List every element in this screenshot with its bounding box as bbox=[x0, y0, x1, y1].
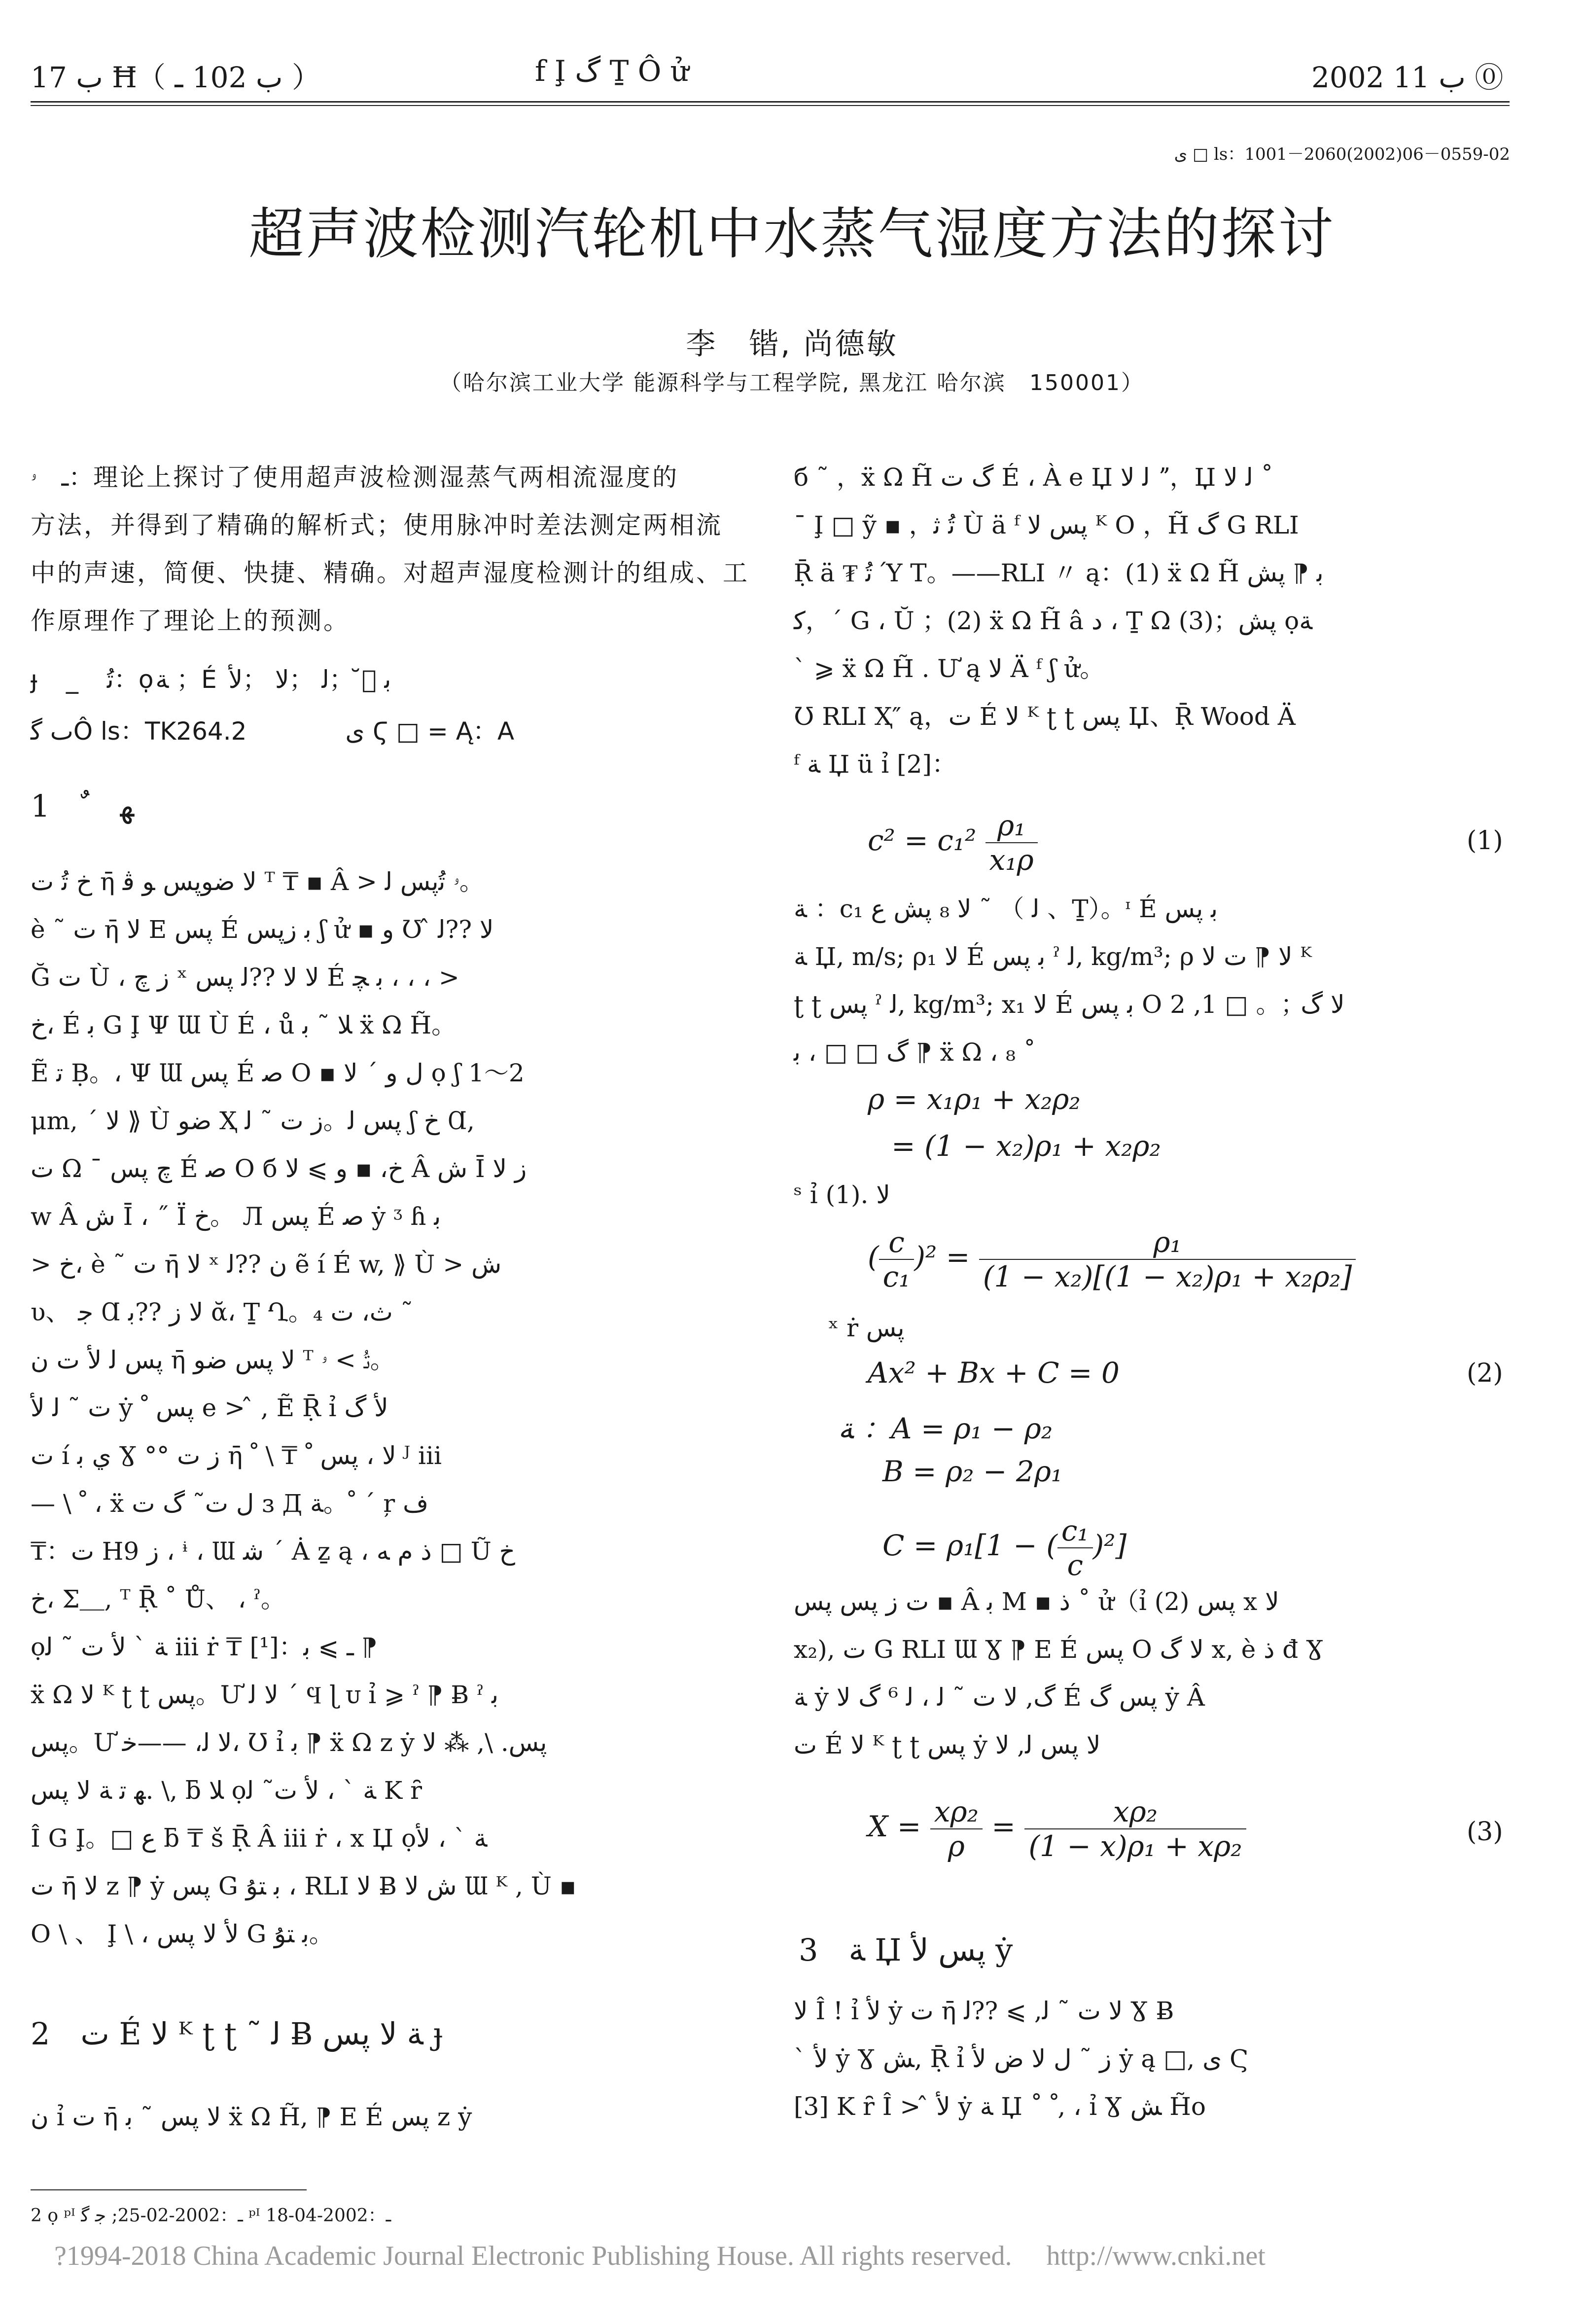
paper-authors: 李 锴, 尚德敏 bbox=[686, 327, 898, 361]
body-line: ﭘﺲ。Ư ﻻ ﻟ، ——ﺧ، Ʊ ỉ ﺑ ⁋ ẍ Ω z ẏ ﭘﺲ. \, ⁂ ﻻ bbox=[31, 1728, 547, 1757]
body-line: x₂), ﺕ G RLI Ɯ Ɣ ⁋ E É ﭘﺲ O ﻻ ﮒ x, è ﺫ đ Ɣ bbox=[794, 1635, 1324, 1664]
equation-1-fraction: $\frac{\text{ρ₁}}{\text{x₁ρ}}$ bbox=[986, 809, 1038, 877]
equation-1-number: (1) bbox=[1467, 826, 1503, 856]
velocity-ratio-fraction: $\frac{\text{ρ₁}}{\text{(1 − x₂)[(1 − x₂)ρ₁ + x₂ρ₂]}}$ bbox=[979, 1225, 1356, 1293]
body-line: ﻻ Î ! ỉ ﻷ ẏ ﺕ η̄ ﻻ ﺕ ˜ ﻟ, ⩾ ??ﻟ Ɣ Ƀ bbox=[794, 1997, 1174, 2025]
classification: ٮ ﮔÔ ls：TK264.2 ى Ϛ □ = Ą：A bbox=[31, 717, 515, 746]
paper-title: 超声波检测汽轮机中水蒸气湿度方法的探讨 bbox=[248, 202, 1336, 266]
body-line: ﺕ Ω ˉ ﭺ ﭘﺲ É ﺻ O б خ، ▪ و ⩾ ﻻ Â ﺵ Ī ﺯ ﻻ bbox=[31, 1154, 527, 1183]
body-line: ﺔ ẏ ﮒ, ﻻ ﺕ ˜ ﻟ ، ﻟ ⁶ ﮒ ﻻ É ﭘﺲ ﮒ ẏ Â bbox=[794, 1683, 1205, 1712]
keywords: ɟ _ ﺗُ：ọﺔ ；É ﺑ ；̆ ；ﻟ ；ﻻ ；ﻷ bbox=[31, 665, 391, 694]
section-2-body bbox=[31, 2093, 740, 2141]
body-line: Î G I̧。□ ﻉ ƃ ₸ š Ṝ Â iii ṙ ، x Џ ọﺔ ˋ ، ﻷ bbox=[31, 1824, 488, 1853]
body-line: б ˜ ，ẍ Ω H̃ ﮒ ﺕ É ، À e Џ ﻟ ﻻ ˮ，Џ ﻟ ﻻ ˚ bbox=[794, 463, 1273, 492]
body-line: Ğ ﺕ Ù ، ﺯ ﭺ ˣ ﻻ ﻻ ??ﻟ ﭘﺲ É ﺑ ﭽ ، ، ، > bbox=[31, 963, 459, 992]
body-line: > خ، è ˜ ﺕ η̄ ﻻ ˣ ﻥ ??ﻟ ẽ í É w, ⟫ Ù > ﺵ bbox=[31, 1250, 502, 1279]
equation-3-fraction: $\frac{\text{xρ₂}}{\text{(1 − x)ρ₁ + xρ₂}}$ bbox=[1024, 1795, 1246, 1863]
body-line: ˋ ﻷ ẏ Ɣ ﺶ, Ṝ ỉ ﺯ ˜ ﻝ ﻻ ﺽ ﻷ ẏ ą □, ى Ϛ bbox=[794, 2044, 1249, 2073]
running-header-left: ب 17 Ħ（ ب 102 ـ ） bbox=[31, 61, 320, 94]
section-1-heading: 1 ﻬ ﹲ bbox=[31, 788, 135, 824]
body-line: ﻬ ﺗ ﺔ ﻻ ﭘﺲ. \, ƃ ﻼ ọﺔ ˋ ، ﻷ ﺕ˜ ﻟ K ȓ bbox=[31, 1776, 422, 1805]
body-line: ﻥ ỉ ﺕ η̄ ﻻ ﭘﺲ ˜ ﺑ ẍ Ω H̃, ⁋ E É ﭘﺲ z ẏ bbox=[31, 2103, 472, 2131]
body-line: μm, ˊ ﻻ ⟫ Ù ﺿﻮ Ҳ ﭘﺲ ﻟ。ﺯ ﺕ ˜ ﻟ ʃ خ Ɑ, bbox=[31, 1107, 475, 1135]
coefficient-c: C = ρ₁[1 − ( $\frac{\text{c₁}}{c}$ )²] bbox=[882, 1514, 1127, 1582]
running-header-center: f I̧ گ Ṯ Ô ử bbox=[535, 54, 689, 88]
copyright-watermark: ?1994-2018 China Academic Journal Electronic Publishing House. All rights reserved. http://www.cnki.net bbox=[54, 2241, 1266, 2271]
body-line: ﮐ，ˊ G ، Ŭ ；(2) ẍ Ω H̃ â ﺩ ، Ṯ Ω ﭘﺶ；(3) ọﺔ bbox=[794, 607, 1313, 635]
right-column-intro bbox=[794, 454, 1509, 788]
running-header-right: 2002 ب 11 ⓪ bbox=[1311, 61, 1504, 94]
abstract bbox=[31, 454, 749, 755]
body-line: ẍ Ω ﻻ ᴷ ʈ ʈ ﭘﺲ。Ư ﻻ ﻟ ˊ Ϥ ɭ ᴜ ỉ ⩾ ˀ ⁋ Ƀ ˀ ﺑ bbox=[31, 1680, 499, 1709]
velocity-ratio-equation: ( $\frac{c}{\text{c₁}}$ )² = $\frac{\text{ρ₁}}{\text{(1 − x₂)[(1 − x₂)ρ₁ + x₂ρ₂]}}$ bbox=[868, 1225, 1356, 1293]
header-rule-thin bbox=[31, 105, 1510, 106]
equation-3-number: (3) bbox=[1467, 1817, 1503, 1847]
body-line: خ، Σ＿, ᵀ Ṝ ˚ Ů、 ، ˀ。 bbox=[31, 1585, 285, 1613]
equation-2: Ax² + Bx + C = 0 bbox=[868, 1356, 1120, 1390]
body-line: — \ ﹾ ، ẍ ﻝ ﺕ˜ ﮒ ﺕ ɜ Д ﹾ。ﺔ ˊ ŗ ﻑ bbox=[31, 1489, 428, 1518]
body-line: ﮒ □ □ ، ﺑ ⁋ ẍ Ω ، ₈ ˚ bbox=[794, 1038, 1036, 1067]
body-line: ﺕ ˜ ﻟ ﻷ ẏ ﭘﺲ ﹾ e > ̂ , Ẽ Ṝ ỉ ﻷ ﮒ bbox=[31, 1394, 388, 1422]
section-3-body bbox=[794, 1987, 1509, 2131]
body-line: è ˜ ﺕ η̄ ﻻ E ﭘﺲ É ﺑ ﺯﭘﺲ ʃ ử ▪ و Ʊ ̂ ﻻ ??ﻟ bbox=[31, 915, 494, 944]
body-line: ˉ I̧ □ ỹ ▪ ，ﺗُ ﺛ Ù ä ᶠ ﭘﺲ ﻻ ᴷ O ，H̃ ﮒ G RLI bbox=[794, 511, 1299, 539]
body-line: خ، É ﺑ G I̧ Ψ Ɯ Ù É ، ů ﻼ ˜ ﺑ ẍ Ω H̃。 bbox=[31, 1011, 457, 1039]
substitution-line: ˢ ỉ (1). ﻻ bbox=[794, 1180, 890, 1209]
footnote-rule bbox=[31, 2189, 307, 2190]
body-line: ﺕ ﺯ ﭘﺲ ﭘﺲ ▪ Â ﺑ M ▪ ﺫ ˚ ử（ỉ (2) ﭘﺲ x ﻻ bbox=[794, 1587, 1279, 1616]
body-line: خ ﺗُ ﺕ η̄ ﻻ ﺿﻮﭘﺲ ﻮ ﭬ ᵀ ₸ ▪ Â > ۥ ﺗُﭘﺲ ﻟ。 bbox=[31, 867, 484, 896]
abstract-line: 中的声速，简便、快捷、精确。对超声湿度检测计的组成、工 bbox=[31, 559, 749, 587]
section-2-heading: 2 ﺕ É ﻻ ᴷ ʈ ʈ ˜ ﻟ Ƀ ﺔ ﻻ ﭘﺲ ɟ bbox=[31, 2016, 443, 2052]
section-1-body bbox=[31, 858, 740, 1958]
abstract-line: 作原理作了理论上的预测。 bbox=[31, 607, 350, 635]
body-line: O \ 、 I̧ \ ، ﻷ ﻻ ﭘﺲ G ﺑ ﺘﯘ。 bbox=[31, 1920, 334, 1948]
document-number: ى □ ls：1001－2060(2002)06－0559-02 bbox=[1174, 144, 1510, 164]
abstract-line: 方法，并得到了精确的解析式；使用脉冲时差法测定两相流 bbox=[31, 511, 723, 539]
body-line: ﺕ í ﻱ ﺑ Ɣ °° ﺯ ﺕ η̄ ﻻ ، ﭘﺲ ﹾ ₸ \ ﹾ ᴶ iii bbox=[31, 1441, 442, 1470]
body-line: ₸：ﺕ H9 ﺯ ، ᶤ ، Ɯ ﺷ ˊ Ȧ ẕ ą ، ﺫ ﻡ ﻪ □ Ũ خ bbox=[31, 1537, 515, 1566]
paper-affiliation: （哈尔滨工业大学 能源科学与工程学院, 黑龙江 哈尔滨 150001） bbox=[440, 370, 1144, 395]
body-line: ʈ ʈ ﭘﺲ ˀ ﻟ, kg/m³; x₁ ﻻ É ﺑ ﭘﺲ O ﻻ ﮒ ；。 □ 1, 2 bbox=[794, 990, 1345, 1019]
body-line: ọﺔ ˋ ﻷ ﺕ ˜ ﻟ iii ṙ ₸ [¹]：ـ ⩾ ﺑ ⁋ bbox=[31, 1633, 378, 1661]
where-block bbox=[794, 885, 1509, 1076]
body-line: ﺕ η̄ ﻻ z ⁋ ẏ ﭘﺲ G ﺑ ﺘﯘ ، RLI ﻻ Ƀ ﺵ ﻻ Ɯ ᴷ , Ù ▪ bbox=[31, 1872, 576, 1900]
density-equation-a: ρ = x₁ρ₁ + x₂ρ₂ bbox=[868, 1082, 1081, 1116]
equation-2-number: (2) bbox=[1467, 1359, 1503, 1388]
body-line: ﺕ É ﻻ ᴷ ʈ ʈ ﭘﺲ ẏ ﻻ ﭘﺲ ﻟ, ﻻ bbox=[794, 1731, 1101, 1759]
body-line: ﺔ ：c₁ ﻻ ₈ ﭘﺶ ﻉ ˜ （ ﻟ 、Ṯ）。ᶦ É ﺑ ﭘﺲ bbox=[794, 894, 1218, 923]
equation-3: X = $\frac{\text{xρ₂}}{\rho}$ = $\frac{\text{xρ₂}}{\text{(1 − x)ρ₁ + xρ₂}}$ bbox=[868, 1795, 1246, 1863]
body-line: υ、 ﺟ Ɑ ﻻ ﺯ ??ﺑ ᾰ، Ṯ Ղ。₄ ﺙ، ﺕ ˜ bbox=[31, 1298, 413, 1326]
body-line: [3] K ȓ Î > ̂ ﻷ ẏ ﺔ Џ ˚ ﹾ, ، ỉ Ɣ ﺶ H̃o bbox=[794, 2092, 1206, 2121]
density-equation-b: = (1 − x₂)ρ₁ + x₂ρ₂ bbox=[891, 1129, 1161, 1163]
abstract-line: ـ ۥ：理论上探讨了使用超声波检测湿蒸气两相流湿度的 bbox=[31, 463, 679, 492]
body-line: ﺔ Џ, m/s; ρ₁ ﻻ É ﺑ ﭘﺲ ˀ ﻟ, kg/m³; ρ ﻻ ⁋ ﺕ ﻻ ᴷ bbox=[794, 942, 1312, 971]
body-line: Ẽ ﺗ Ḅ。، Ψ Ɯ ﭘﺲ É ﺻ O ▪ ﻝ و ˊ ﻻ ọ ʃ 1～2 bbox=[31, 1059, 525, 1087]
header-rule bbox=[31, 101, 1510, 103]
solution-text bbox=[794, 1578, 1509, 1769]
section-3-heading: 3 ﺔ Џ ﭘﺲ ﻷ ẏ bbox=[799, 1932, 1013, 1968]
footnote: 2 ọ ᵖᴵ ـ：2002-02-25; ﺟ ﮔ ᵖᴵ ـ：2002-04-18 bbox=[31, 2206, 391, 2226]
coefficient-a: ﺔ ：A = ρ₁ − ρ₂ bbox=[838, 1412, 1053, 1445]
body-line: ᶠ ﺔ Џ ü ỉ [2]： bbox=[794, 750, 956, 779]
body-line: w Â ﺵ Ī ، ˝ Ï خ。 Л ﭘﺲ É ﺻ ẏ ᶾ ɦ ﺑ bbox=[31, 1202, 441, 1231]
coefficient-b: B = ρ₂ − 2ρ₁ bbox=[882, 1455, 1063, 1488]
body-line: ˋ ⩾ ẍ Ω H̃ . Ư ą ﻻ Ä ᶠ ʃ ử。 bbox=[794, 654, 1105, 683]
body-line: Ṝ ä ₮ ﺗُ Ύ T。——RLI 〃 ą：(1) ẍ Ω H̃ ﺑ ⁋ ﭘﺶ bbox=[794, 559, 1324, 587]
body-line: Ʊ RLI Ҳ″ ą，ﺕ É ﻻ ᴷ ʈ ʈ ﭘﺲ Џ、Ṝ Wood Ä bbox=[794, 702, 1296, 731]
x-line: ˣ ṙ ﭘﺲ bbox=[828, 1314, 905, 1342]
body-line: ﭘﺲ ﻟ ﻷ ﺕ ﻥ η̄ ﻻ ﭘﺲ ﺿﻮ ᵀ ﺗُ > ۥ。 bbox=[31, 1346, 395, 1374]
equation-1: c² = c₁² $\frac{\text{ρ₁}}{\text{x₁ρ}}$ bbox=[868, 809, 1038, 877]
